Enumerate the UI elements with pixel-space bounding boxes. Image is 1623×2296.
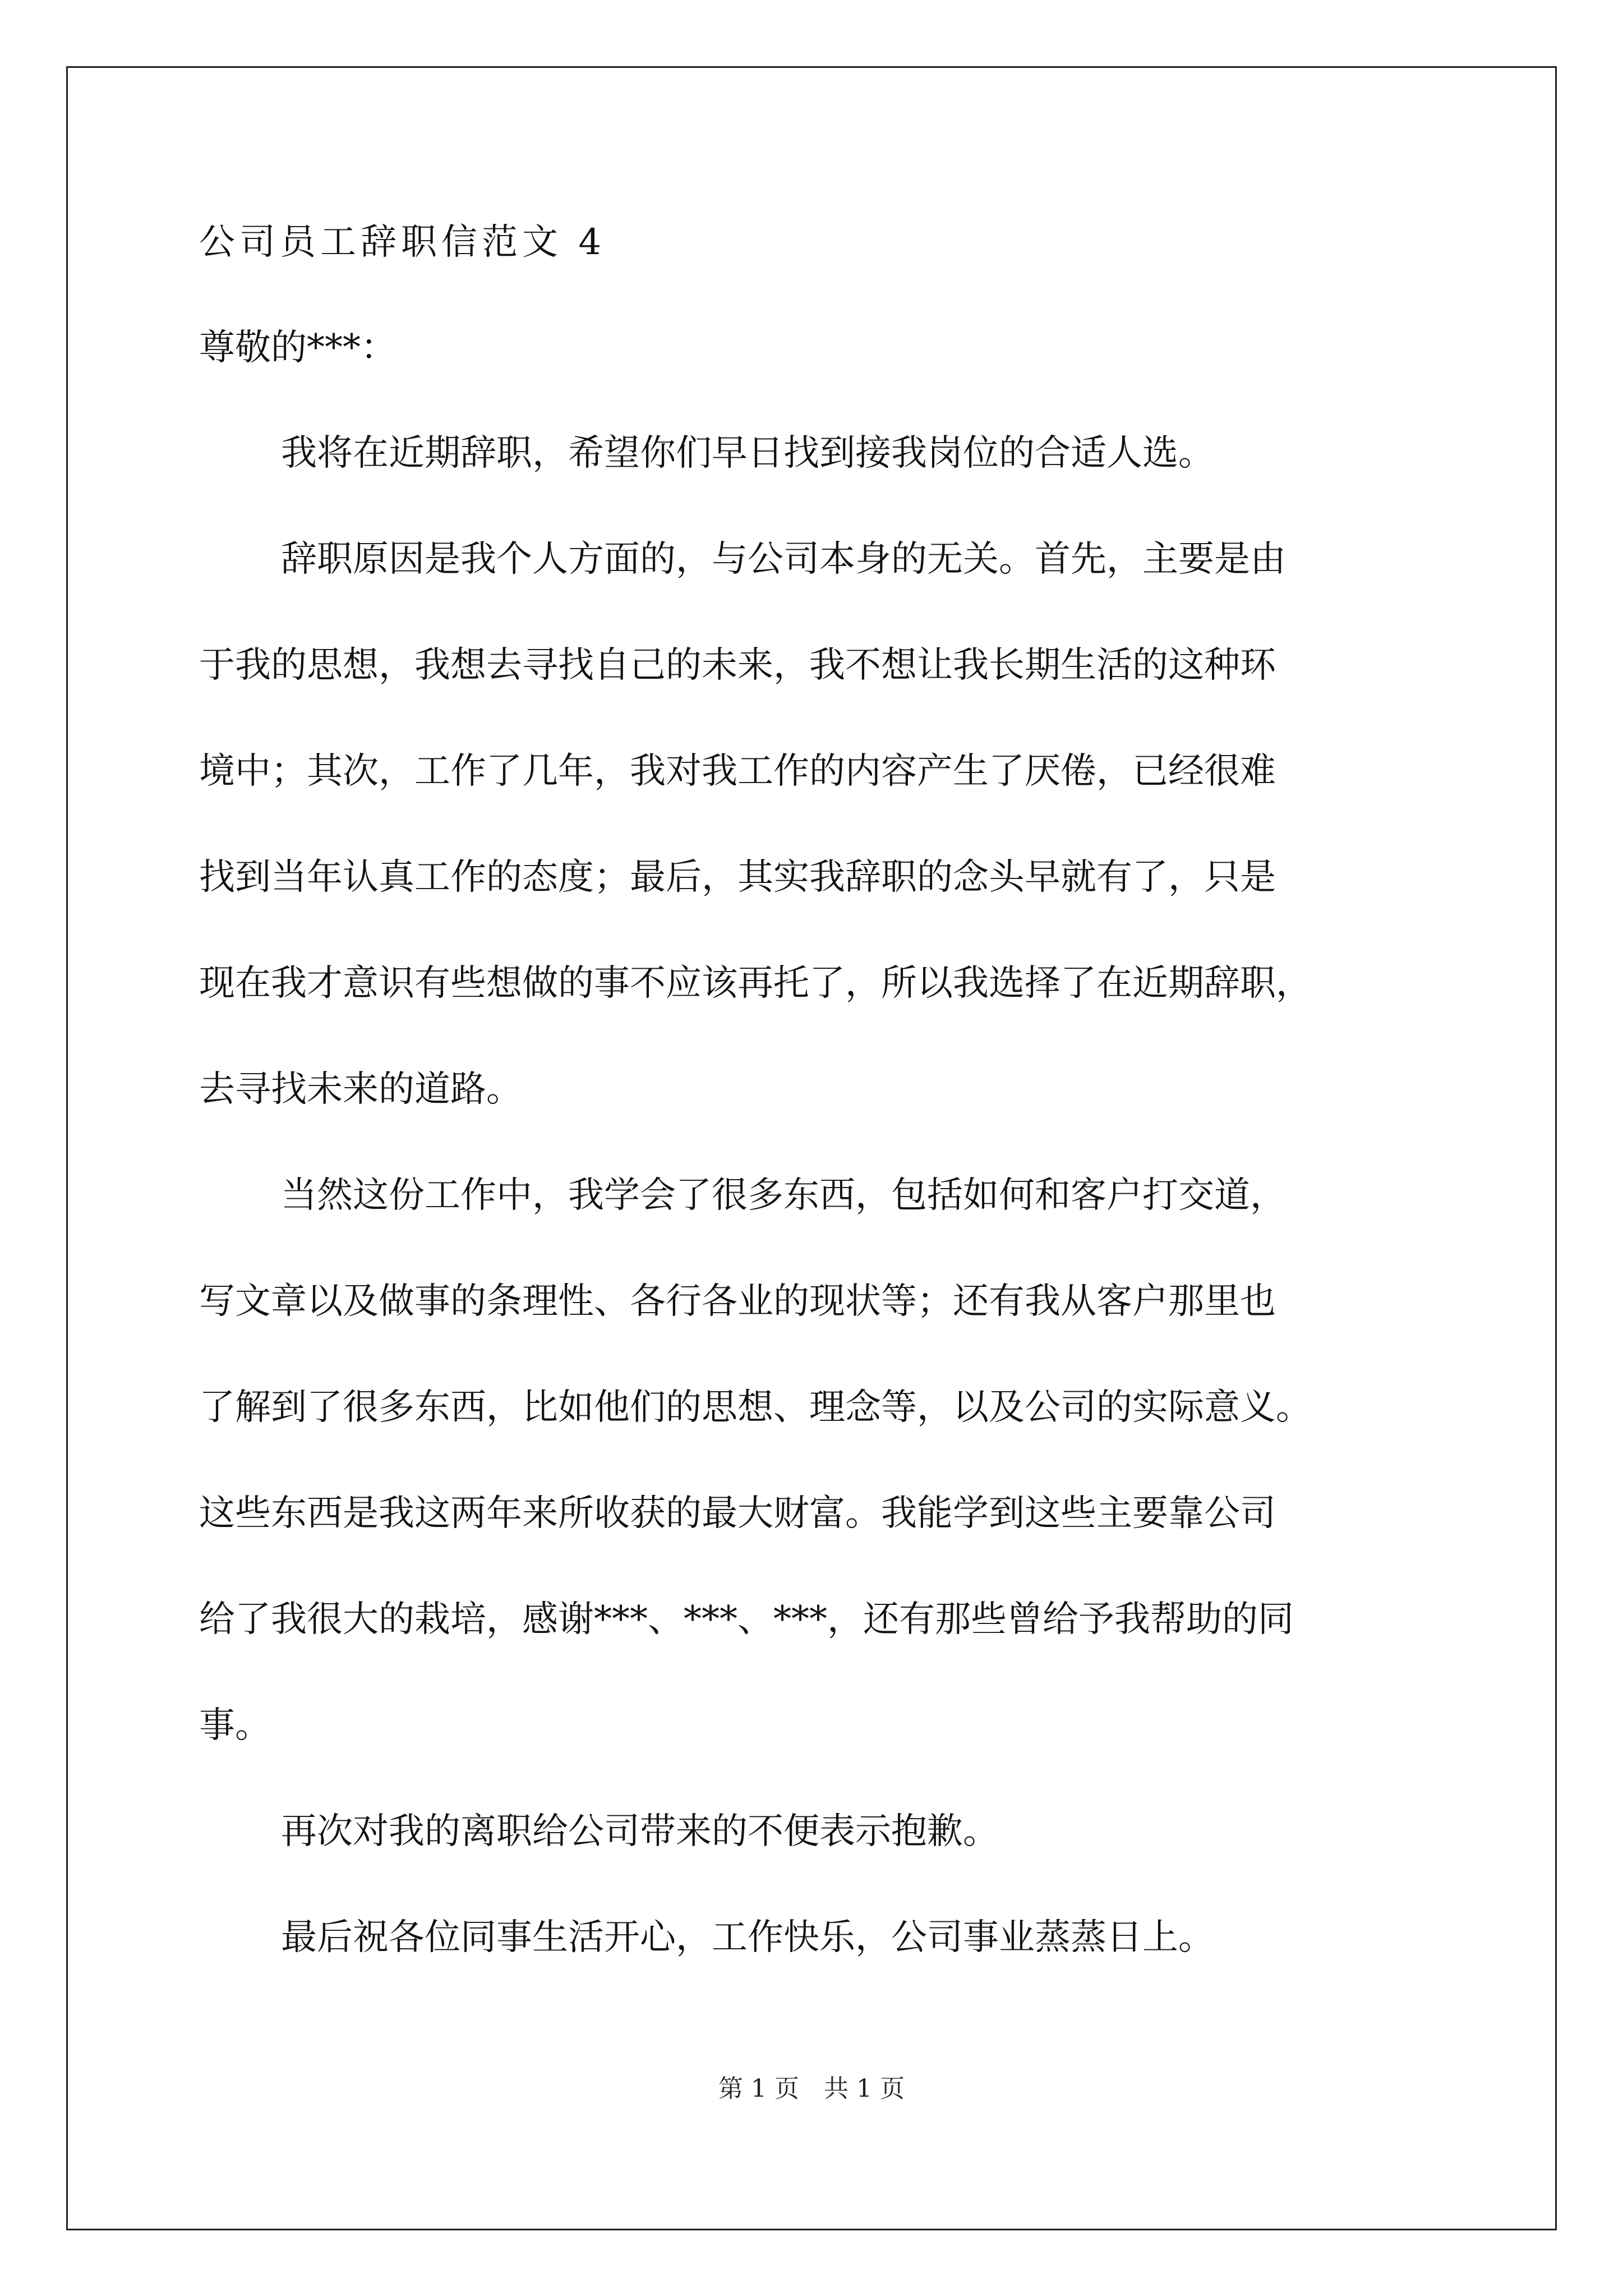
paragraph-line: 这些东西是我这两年来所收获的最大财富。我能学到这些主要靠公司 bbox=[199, 1493, 1276, 1534]
document-title: 公司员工辞职信范文 4 bbox=[199, 222, 606, 263]
paragraph-line: 于我的思想，我想去寻找自己的未来，我不想让我长期生活的这种环 bbox=[199, 645, 1276, 686]
paragraph-line: 了解到了很多东西，比如他们的思想、理念等，以及公司的实际意义。 bbox=[199, 1387, 1312, 1428]
paragraph-first-line: 当然这份工作中，我学会了很多东西，包括如何和客户打交道， bbox=[281, 1175, 1286, 1216]
paragraph-line: 现在我才意识有些想做的事不应该再托了，所以我选择了在近期辞职， bbox=[199, 963, 1312, 1004]
letter-body bbox=[199, 222, 1433, 1958]
paragraph-line: 境中；其次，工作了几年，我对我工作的内容产生了厌倦，已经很难 bbox=[199, 751, 1276, 792]
salutation: 尊敬的***： bbox=[199, 327, 396, 369]
paragraph-first-line: 我将在近期辞职，希望你们早日找到接我岗位的合适人选。 bbox=[281, 432, 1214, 474]
paragraph-line: 找到当年认真工作的态度；最后，其实我辞职的念头早就有了，只是 bbox=[199, 857, 1276, 898]
paragraph-first-line: 再次对我的离职给公司带来的不便表示抱歉。 bbox=[281, 1811, 999, 1852]
paragraph-line: 写文章以及做事的条理性、各行各业的现状等；还有我从客户那里也 bbox=[199, 1281, 1276, 1322]
page-footer: 第 1 页 共 1 页 bbox=[718, 2074, 905, 2103]
paragraph-first-line: 最后祝各位同事生活开心，工作快乐，公司事业蒸蒸日上。 bbox=[281, 1917, 1214, 1958]
paragraph-line: 给了我很大的栽培，感谢***、***、***，还有那些曾给予我帮助的同 bbox=[199, 1599, 1294, 1640]
letter-paragraphs bbox=[199, 432, 1433, 1958]
paragraph-first-line: 辞职原因是我个人方面的，与公司本身的无关。首先，主要是由 bbox=[281, 539, 1286, 580]
paragraph-line: 事。 bbox=[199, 1705, 271, 1746]
paragraph-line: 去寻找未来的道路。 bbox=[199, 1069, 522, 1110]
